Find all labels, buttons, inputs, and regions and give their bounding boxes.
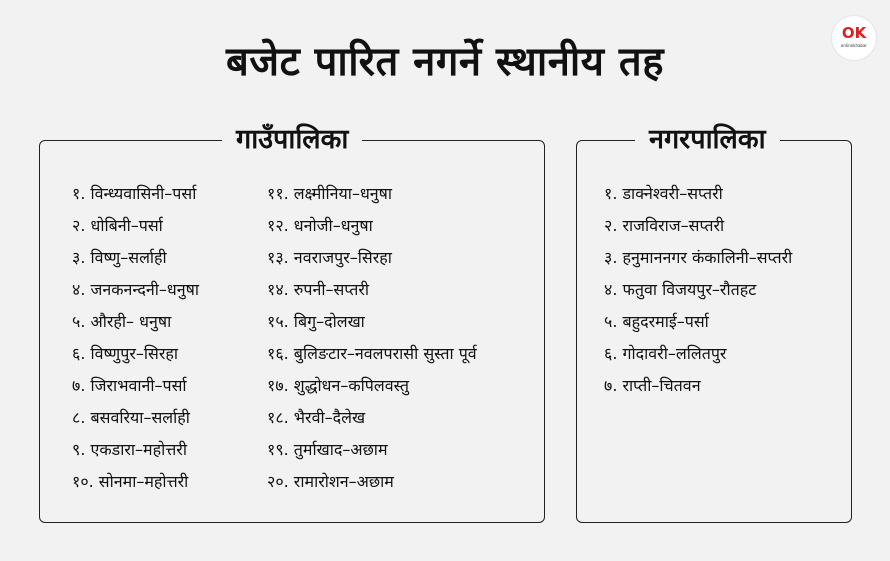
list-item: ८. बसवरिया–सर्लाही — [72, 408, 190, 427]
list-item: ५. बहुदरमाई–पर्सा — [604, 312, 709, 331]
list-item: २. राजविराज–सप्तरी — [604, 216, 725, 235]
list-item: १४. रुपनी–सप्तरी — [267, 280, 370, 299]
list-item: १८. भैरवी–दैलेख — [267, 408, 366, 427]
list-item: २. धोबिनी–पर्सा — [72, 216, 163, 235]
list-item: ११. लक्ष्मीनिया–धनुषा — [267, 184, 393, 203]
gaupalika-panel — [39, 124, 545, 523]
nagarpalika-heading: नगरपालिका — [635, 119, 780, 161]
list-item: ३. हनुमाननगर कंकालिनी–सप्तरी — [604, 248, 793, 267]
list-item: १९. तुर्माखाद–अछाम — [267, 440, 388, 459]
page-title: बजेट पारित नगर्ने स्थानीय तह — [226, 39, 664, 85]
list-item: ३. विष्णु–सर्लाही — [72, 248, 167, 267]
list-item: ५. औरही– धनुषा — [72, 312, 172, 331]
list-item: १. डाक्नेश्वरी–सप्तरी — [604, 184, 723, 203]
list-item: १५. बिगु–दोलखा — [267, 312, 365, 331]
nagarpalika-list — [604, 178, 792, 402]
list-item: ६. गोदावरी–ललितपुर — [604, 344, 727, 363]
nagarpalika-panel — [576, 124, 852, 523]
list-item: ६. विष्णुपुर–सिरहा — [72, 344, 179, 363]
gaupalika-list-col2 — [267, 178, 477, 498]
list-item: १७. शुद्धोधन–कपिलवस्तु — [267, 376, 409, 395]
list-item: १२. धनोजी–धनुषा — [267, 216, 373, 235]
list-item: ७. राप्ती–चितवन — [604, 376, 701, 395]
logo-mark: OK — [841, 24, 867, 42]
logo-subtext: onlinekhabar — [840, 43, 868, 48]
list-item: १६. बुलिङटार–नवलपरासी सुस्ता पूर्व — [267, 344, 477, 363]
list-item: १०. सोनमा–महोत्तरी — [72, 472, 189, 491]
list-item: ४. जनकनन्दनी–धनुषा — [72, 280, 199, 299]
onlinekhabar-logo — [832, 16, 876, 60]
gaupalika-heading: गाउँपालिका — [222, 119, 362, 161]
list-item: ९. एकडारा–महोत्तरी — [72, 440, 187, 459]
gaupalika-list-col1 — [72, 178, 199, 498]
list-item: १३. नवराजपुर–सिरहा — [267, 248, 392, 267]
list-item: १. विन्ध्यवासिनी–पर्सा — [72, 184, 197, 203]
list-item: ४. फतुवा विजयपुर–रौतहट — [604, 280, 757, 299]
list-item: २०. रामारोशन–अछाम — [267, 472, 394, 491]
list-item: ७. जिराभवानी–पर्सा — [72, 376, 187, 395]
